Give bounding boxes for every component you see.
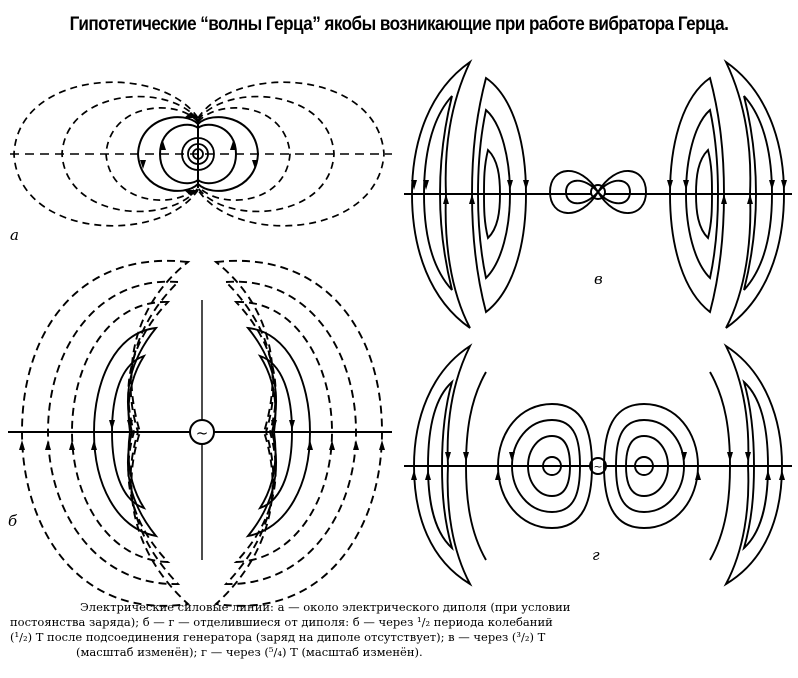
panel-g-generator-symbol: ~ bbox=[593, 460, 603, 473]
panel-b-right-loops bbox=[216, 261, 382, 606]
figure-caption bbox=[10, 600, 794, 660]
panel-g-label: г bbox=[592, 546, 600, 564]
panel-v-center-lobes bbox=[550, 171, 646, 213]
panel-v-label: в bbox=[594, 270, 603, 288]
caption-line-2: постоянства заряда); б — г — отделившиеся от диполя: б — через ¹/₂ периода колебаний bbox=[10, 615, 553, 629]
panel-v-diagram bbox=[404, 62, 792, 328]
figure-title: Гипотетические “волны Герца” якобы возникающие при работе вибратора Герца. bbox=[69, 14, 729, 35]
panel-a-diagram bbox=[10, 82, 392, 226]
caption-line-1: Электрические силовые линии: а — около электрического диполя (при условии bbox=[80, 600, 571, 614]
panel-b-left-loops bbox=[22, 261, 188, 606]
panel-a-label: а bbox=[10, 226, 19, 244]
caption-line-3: (¹/₂) T после подсоединения генератора (заряд на диполе отсутствует); в — через (³/₂) T bbox=[10, 630, 546, 644]
panel-b-label: б bbox=[8, 512, 18, 530]
caption-line-4: (масштаб изменён); г — через (⁵/₄) T (масштаб изменён). bbox=[76, 645, 423, 659]
panel-b-diagram bbox=[8, 261, 392, 606]
panel-b-generator-symbol: ~ bbox=[195, 424, 209, 442]
